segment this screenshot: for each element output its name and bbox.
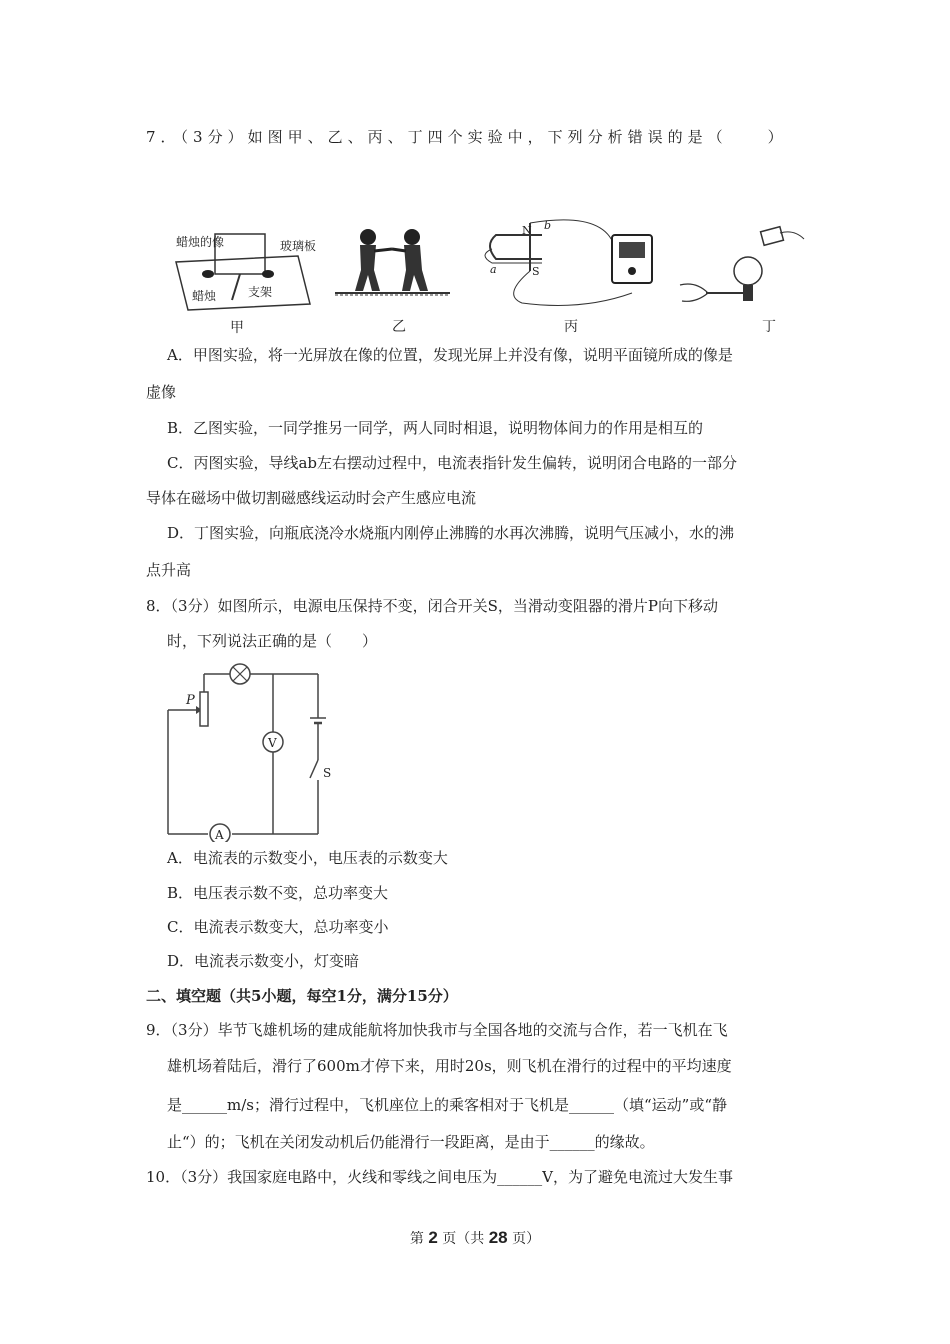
yi-person-right-arm [392,249,406,251]
q8-circuit-diagram [160,662,340,842]
q8-option-a: A．电流表的示数变小，电压表的示数变大 [167,849,448,867]
yi-person-right-head [404,229,420,245]
q7-option-d-line1: D．丁图实验，向瓶底浇冷水烧瓶内刚停止沸腾的水再次沸腾，说明气压减小，水的沸 [167,524,735,542]
q9-line3: 是______m/s；滑行过程中，飞机座位上的乘客相对于飞机是______（填“运动”或“静 [167,1096,727,1114]
q7-option-a-line2: 虚像 [146,383,177,401]
q8-stem-line2: 时，下列说法正确的是（ ） [167,632,378,650]
footer-total-pages: 28 [488,1228,508,1247]
figure-ding [676,215,811,338]
ding-flask [734,257,762,285]
q8-option-b: B．电压表示数不变，总功率变大 [167,884,389,902]
bing-magnet [490,235,542,259]
jia-image-label: 蜡烛的像 [176,235,225,249]
circuit-ammeter-label: A [215,828,224,842]
q7-option-d-line2: 点升高 [146,561,192,579]
q7-option-c-line1: C．丙图实验，导线ab左右摆动过程中，电流表指针发生偏转，说明闭合电路的一部分 [167,454,738,472]
footer-page-number: 2 [428,1228,438,1247]
yi-person-left-arm [374,249,392,251]
footer-prefix: 第 [409,1231,424,1247]
circuit-switch [310,760,318,778]
bing-s-label: S [532,265,540,278]
q7-option-b: B．乙图实验，一同学推另一同学，两人同时相退，说明物体间力的作用是相互的 [167,419,704,437]
bing-ammeter-knob [628,267,636,275]
bing-a-label: a [490,263,497,276]
yi-person-left-head [360,229,376,245]
circuit-voltmeter-label: V [268,736,277,750]
section2-title: 二、填空题（共5小题，每空1分，满分15分） [146,987,458,1005]
jia-glass-label: 玻璃板 [280,239,317,253]
q9-line4: 止“）的；飞机在关闭发动机后仍能滑行一段距离，是由于______的缘故。 [167,1133,655,1151]
bing-b-label: b [544,219,552,232]
q8-stem-line1: 8．（3分）如图所示，电源电压保持不变，闭合开关S，当滑动变阻器的滑片P向下移动 [146,597,718,615]
figure-yi [330,215,455,338]
ding-flask-neck [743,285,753,301]
jia-candle-label: 蜡烛 [192,289,217,303]
q9-line1: 9．（3分）毕节飞雄机场的建成能航将加快我市与全国各地的交流与合作，若一飞机在飞 [146,1021,728,1039]
q8-option-d: D．电流表示数变小，灯变暗 [167,952,360,970]
jia-candle-image [202,270,214,278]
bing-n-label: N [522,224,532,237]
figure-bing [482,215,667,338]
yi-person-right-body [402,245,428,291]
jia-stand-line [232,274,240,300]
q10-line1: 10．（3分）我国家庭电路中，火线和零线之间电压为______V，为了避免电流过大发生事 [146,1168,733,1186]
caption-jia: 甲 [230,320,244,336]
q9-line2: 雄机场着陆后，滑行了600m才停下来，用时20s，则飞机在滑行的过程中的平均速度 [167,1057,732,1075]
caption-yi: 乙 [392,319,406,335]
bing-ammeter-dial [619,242,645,258]
q7-option-c-line2: 导体在磁场中做切割磁感线运动时会产生感应电流 [146,489,477,507]
caption-bing: 丙 [564,319,578,335]
figure-jia [170,228,330,338]
jia-candle [262,270,274,278]
ding-hand [680,284,708,301]
footer-mid: 页（共 [442,1231,485,1247]
circuit-switch-label: S [323,766,332,780]
footer-suffix: 页） [512,1231,541,1247]
q8-option-c: C．电流表示数变大，总功率变小 [167,918,389,936]
circuit-rheostat [200,692,208,726]
ding-water-cup [761,227,784,246]
q7-stem: 7．（3分）如图甲、乙、丙、丁四个实验中，下列分析错误的是（ ） [146,128,788,146]
jia-stand-label: 支架 [248,285,273,299]
q7-option-a-line1: A．甲图实验，将一光屏放在像的位置，发现光屏上并没有像，说明平面镜所成的像是 [167,346,733,364]
caption-ding: 丁 [762,319,776,335]
page-footer [0,1228,950,1248]
bing-wire-top [530,220,614,245]
circuit-slider-label: P [186,693,195,708]
